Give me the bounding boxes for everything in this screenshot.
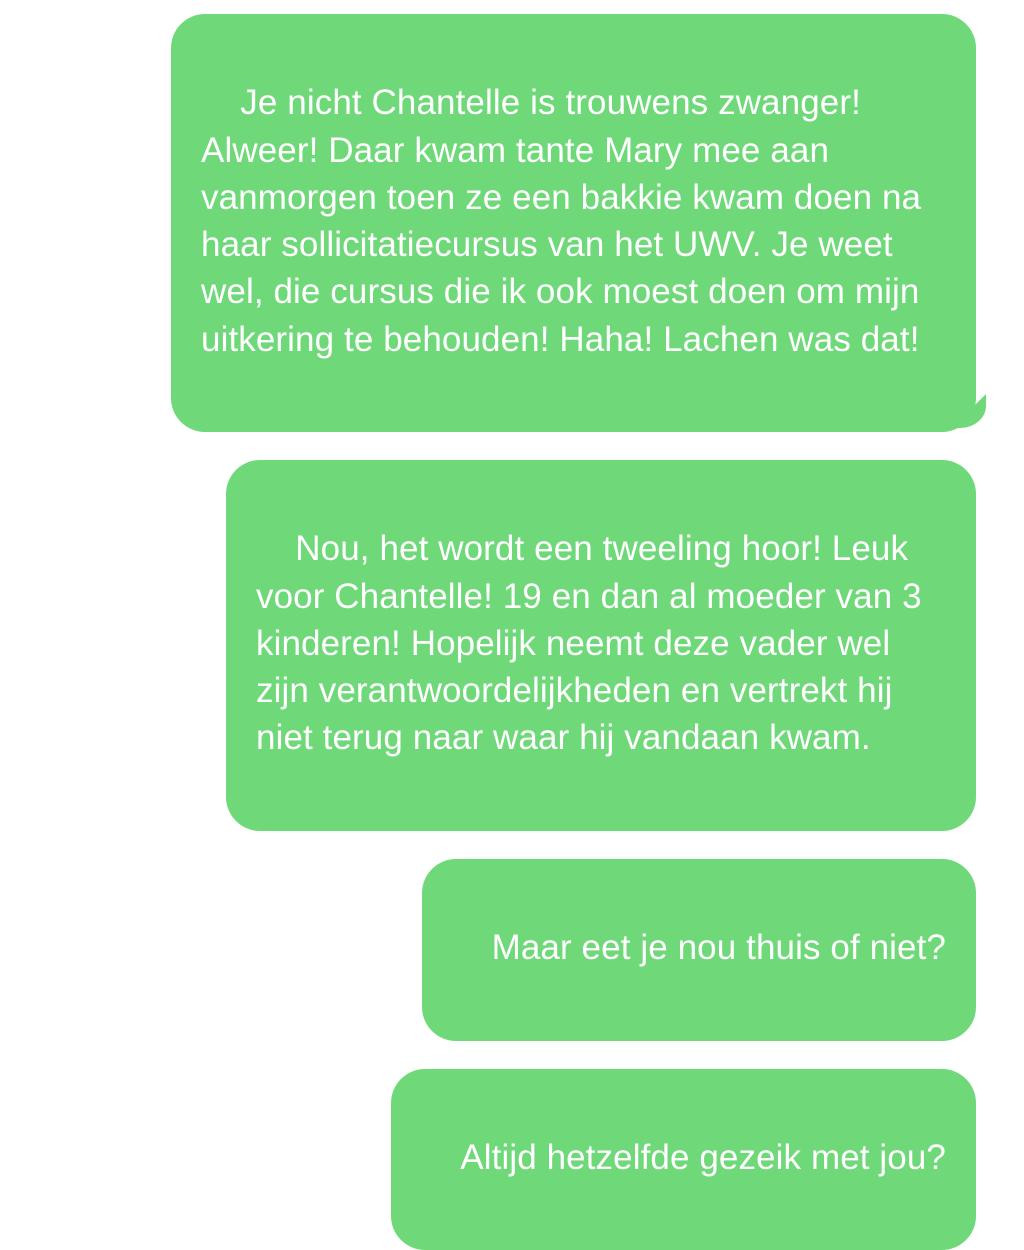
message-text: Je nicht Chantelle is trouwens zwanger! Alweer! Daar kwam tante Mary mee aan vanmorgen toen ze een bakkie kwam doen na haar sollicitatiecursus van het UWV. Je weet wel, die cursus die ik ook moest doen om mijn uitkering te behouden! Haha! Lachen was dat! bbox=[201, 83, 931, 358]
message-bubble[interactable] bbox=[226, 460, 976, 831]
message-text: Maar eet je nou thuis of niet? bbox=[492, 928, 946, 967]
message-text: Nou, het wordt een tweeling hoor! Leuk voor Chantelle! 19 en dan al moeder van 3 kinderen! Hopelijk neemt deze vader wel zijn verantwoordelijkheden en vertrekt hij niet terug naar waar hij vandaan kwam. bbox=[256, 529, 931, 757]
message-bubble[interactable] bbox=[422, 859, 976, 1041]
message-text: Altijd hetzelfde gezeik met jou? bbox=[460, 1138, 946, 1177]
message-bubble[interactable] bbox=[171, 14, 976, 432]
message-bubble[interactable] bbox=[391, 1069, 976, 1250]
